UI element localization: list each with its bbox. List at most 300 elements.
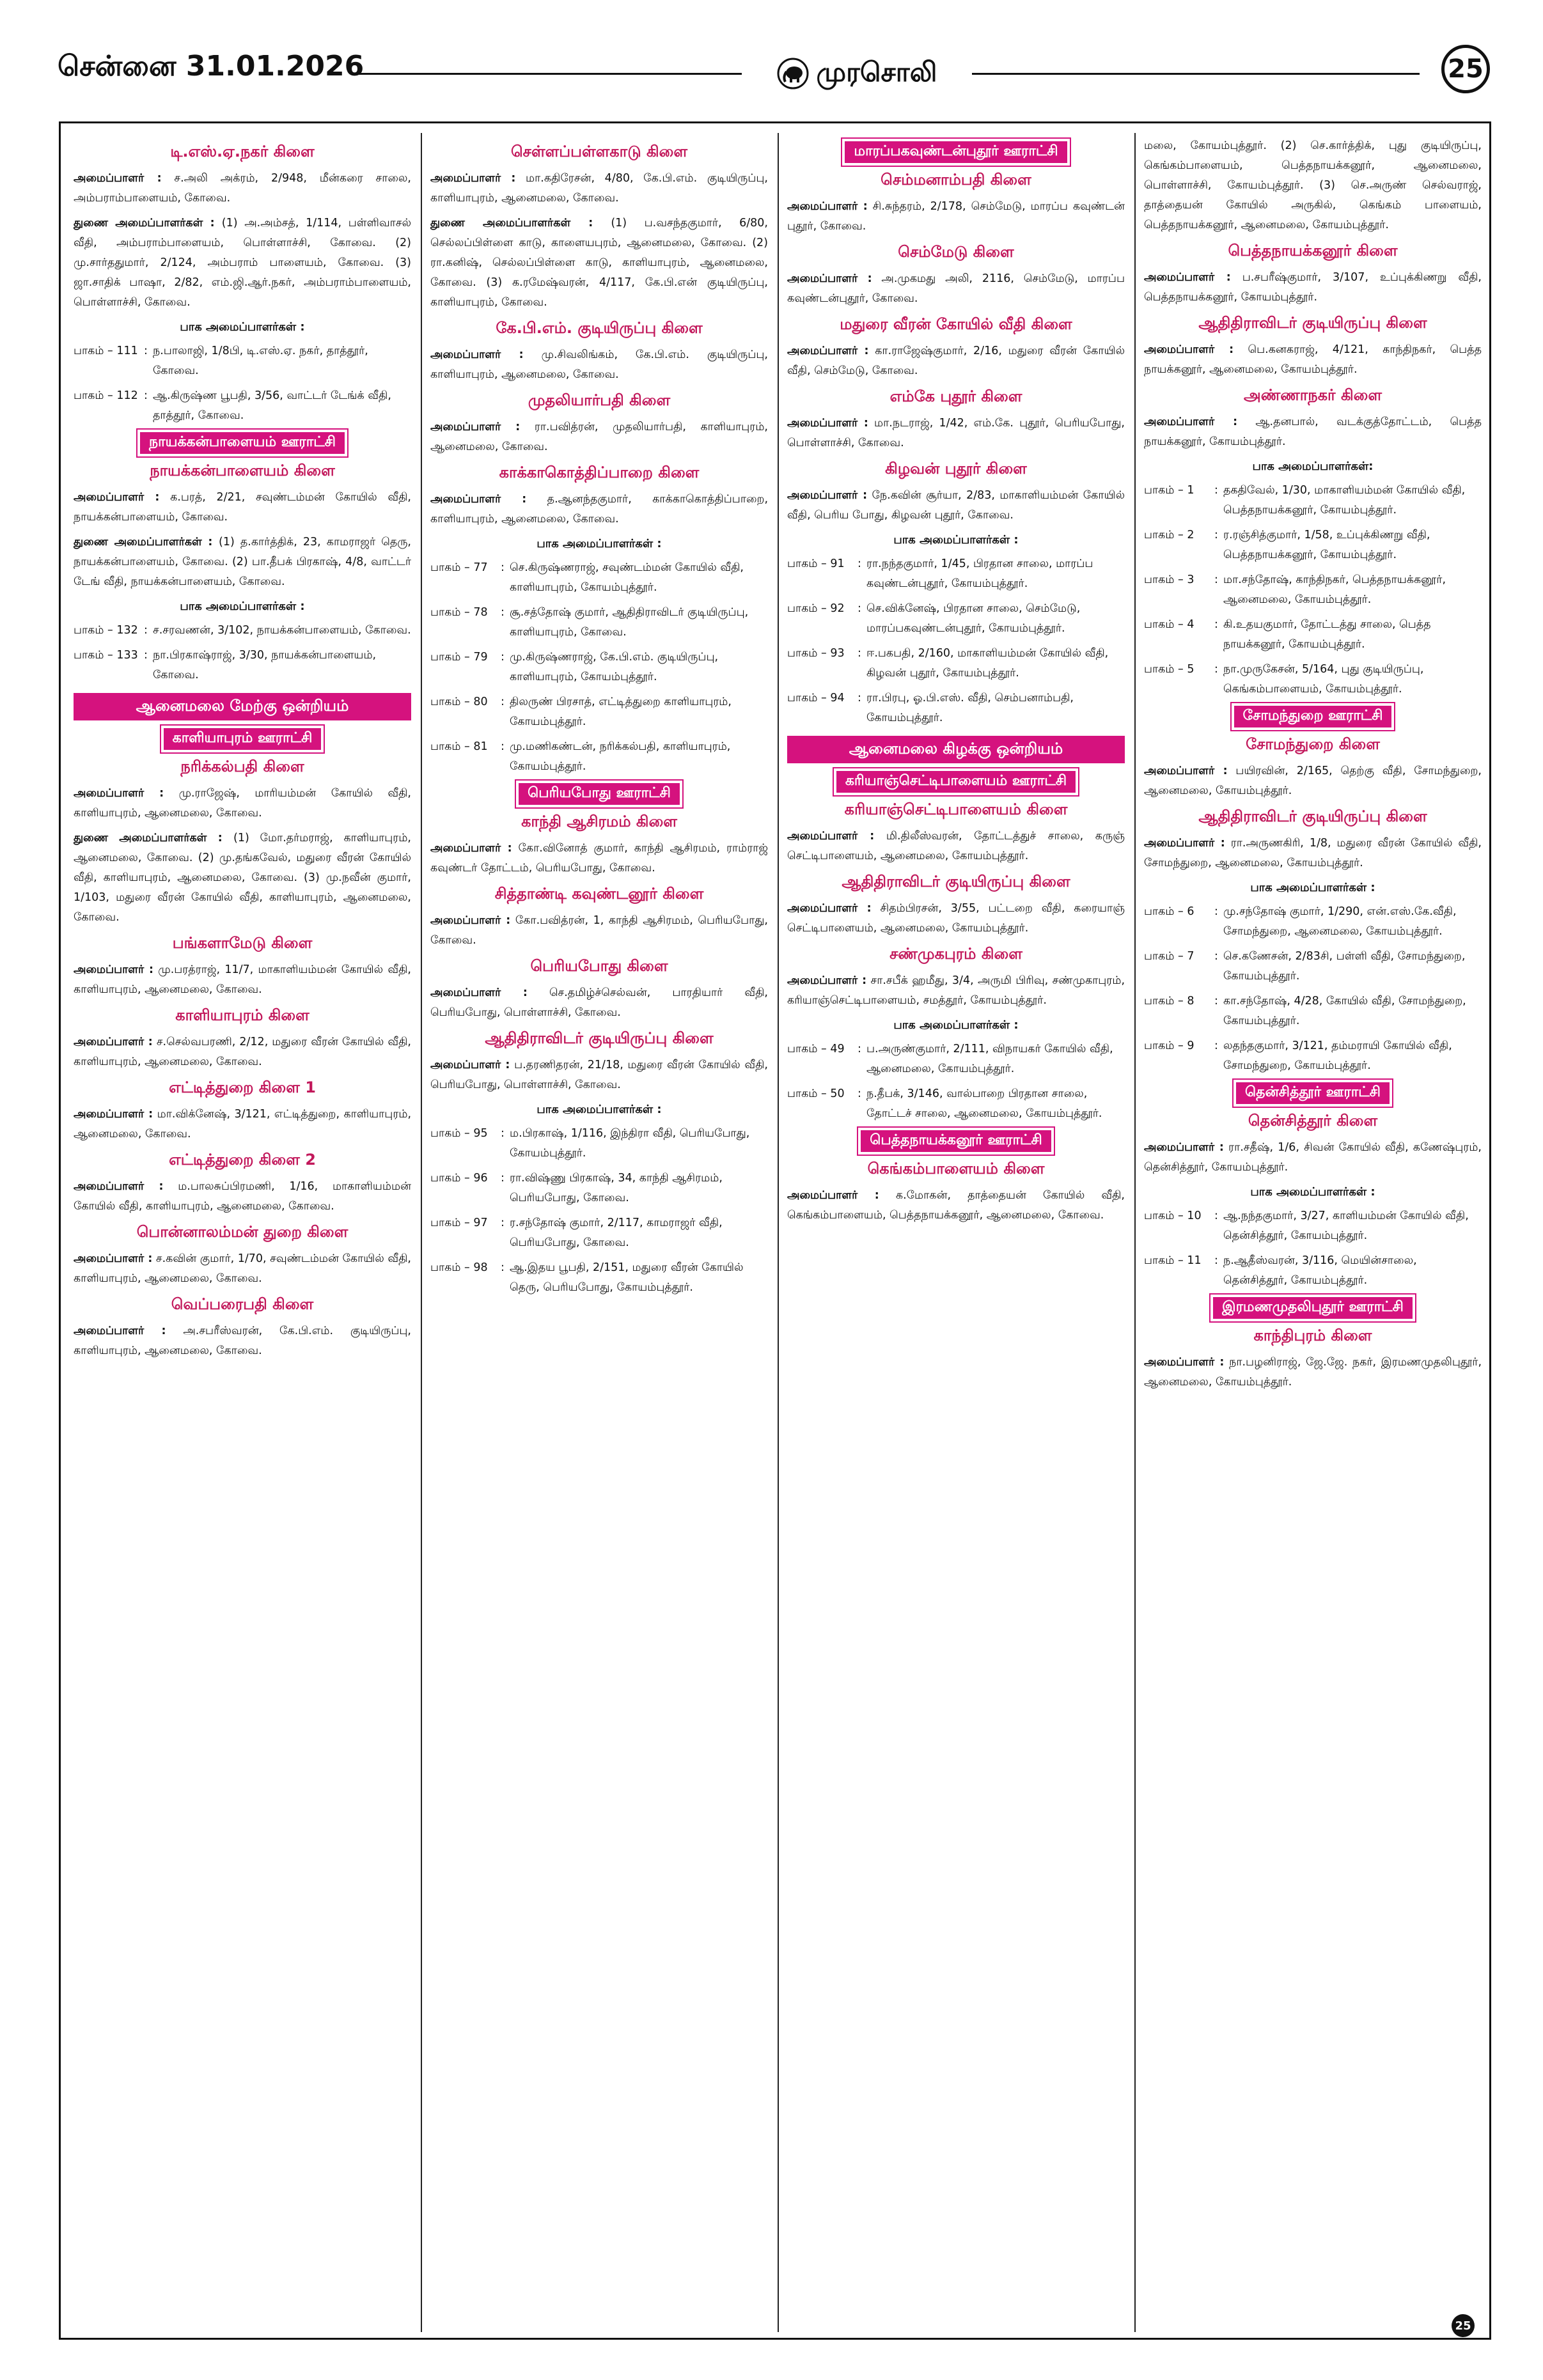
union-banner: ஆனைமலை மேற்கு ஒன்றியம் bbox=[74, 693, 411, 720]
panchayat-banner bbox=[74, 431, 411, 455]
office-bearer-entry bbox=[430, 169, 768, 208]
booth-member: ரா.நந்தகுமார், 1/45, பிரதான சாலை, மாரப்ப கவுண்டன்புதூர், கோயம்புத்தூர். bbox=[866, 557, 1093, 590]
office-bearer-entry bbox=[430, 983, 768, 1023]
section-heading: சண்முகபுரம் கிளை bbox=[889, 945, 1022, 963]
booth-member: ர.சந்தோஷ் குமார், 2/117, காமராஜர் வீதி, பெரியபோது, கோவை. bbox=[510, 1217, 723, 1249]
booth-member: ரா.விஷ்ணு பிரகாஷ், 34, காந்தி ஆசிரமம், பெரியபோது, கோவை. bbox=[510, 1172, 723, 1204]
section-heading: கரியாஞ்செட்டிபாளையம் கிளை bbox=[844, 800, 1068, 818]
section-heading: செள்ளப்பள்ளகாடு கிளை bbox=[510, 143, 687, 160]
office-bearer-entry bbox=[74, 488, 411, 527]
booth-row bbox=[430, 558, 768, 598]
booth-row bbox=[74, 386, 411, 426]
booth-colon: : bbox=[501, 740, 505, 753]
role-label: அமைப்பாளர் : bbox=[787, 272, 872, 285]
office-bearer-entry bbox=[74, 1321, 411, 1361]
booth-colon: : bbox=[1214, 905, 1218, 918]
entry-text: ப.தரணிதரன், 21/18, மதுரை வீரன் கோயில் வீதி, பெரியபோது, பொள்ளாச்சி, கோவை. bbox=[430, 1059, 768, 1091]
booth-row bbox=[1144, 615, 1482, 655]
entry-text: மு.சிவலிங்கம், கே.பி.எம். குடியிருப்பு, காளியாபுரம், ஆனைமலை, கோவை. bbox=[430, 348, 768, 381]
booth-member: ப.அருண்குமார், 2/111, விநாயகர் கோயில் வீதி, ஆனைமலை, கோயம்புத்தூர். bbox=[866, 1043, 1113, 1075]
panchayat-title: பெத்தநாயக்கனூர் ஊராட்சி bbox=[859, 1129, 1053, 1153]
booth-row bbox=[430, 1258, 768, 1298]
masthead bbox=[58, 45, 1490, 102]
panchayat-title: கரியாஞ்செட்டிபாளையம் ஊராட்சி bbox=[835, 770, 1077, 794]
sub-heading: பாக அமைப்பாளர்கள் : bbox=[893, 1018, 1019, 1032]
panchayat-banner bbox=[1144, 1296, 1482, 1320]
office-bearer-entry bbox=[787, 971, 1125, 1011]
entry-text: ரா.பவித்ரன், முதலியார்பதி, காளியாபுரம், ஆனைமலை, கோவை. bbox=[430, 421, 768, 453]
entry-text: ரா.சதீஷ், 1/6, சிவன் கோயில் வீதி, கணேஷ்புரம், தென்சித்தூர், கோயம்புத்தூர். bbox=[1144, 1141, 1482, 1174]
booth-number: பாகம் – 50 bbox=[787, 1087, 845, 1100]
booth-member: ச.சரவணன், 3/102, நாயக்கன்பாளையம், கோவை. bbox=[153, 624, 411, 637]
entry-text: அ.சபரீஸ்வரன், கே.பி.எம். குடியிருப்பு, காளியாபுரம், ஆனைமலை, கோவை. bbox=[74, 1325, 411, 1357]
office-bearer-entry bbox=[1144, 761, 1482, 801]
booth-colon: : bbox=[501, 696, 505, 708]
section-heading: எம்கே புதூர் கிளை bbox=[889, 387, 1022, 405]
booth-row bbox=[74, 646, 411, 685]
booth-row bbox=[430, 603, 768, 642]
booth-row bbox=[787, 554, 1125, 594]
booth-number: பாகம் – 92 bbox=[787, 602, 845, 615]
booth-number: பாகம் – 132 bbox=[74, 624, 138, 637]
booth-member: மு.சந்தோஷ் குமார், 1/290, என்.எஸ்.கே.வீதி, சோமந்துறை, ஆனைமலை, கோயம்புத்தூர். bbox=[1223, 905, 1457, 938]
office-bearer-entry bbox=[1144, 136, 1482, 235]
booth-row bbox=[74, 621, 411, 641]
booth-number: பாகம் – 10 bbox=[1144, 1209, 1202, 1222]
booth-member: கா.சந்தோஷ், 4/28, கோயில் வீதி, சோமந்துறை, கோயம்புத்தூர். bbox=[1223, 995, 1466, 1027]
booth-colon: : bbox=[1214, 663, 1218, 676]
office-bearer-entry bbox=[1144, 1353, 1482, 1392]
booth-number: பாகம் – 3 bbox=[1144, 573, 1194, 586]
office-bearer-entry bbox=[430, 1055, 768, 1095]
panchayat-banner bbox=[787, 140, 1125, 164]
role-label: அமைப்பாளர் : bbox=[74, 787, 164, 800]
panchayat-title: இரமணமுதலிபுதூர் ஊராட்சி bbox=[1212, 1296, 1414, 1320]
booth-row bbox=[430, 1124, 768, 1163]
panchayat-title: சோமந்துறை ஊராட்சி bbox=[1233, 704, 1393, 729]
office-bearer-entry bbox=[787, 414, 1125, 453]
office-bearer-entry bbox=[787, 827, 1125, 866]
entry-text: கா.ராஜேஷ்குமார், 2/16, மதுரை வீரன் கோயில் வீதி, செம்மேடு, கோவை. bbox=[787, 345, 1125, 377]
booth-number: பாகம் – 97 bbox=[430, 1217, 488, 1229]
issue-date: சென்னை 31.01.2026 bbox=[58, 50, 364, 82]
office-bearer-entry bbox=[74, 533, 411, 592]
booth-colon: : bbox=[501, 1127, 505, 1140]
booth-member: செ.கிருஷ்ணராஜ், சவுண்டம்மன் கோயில் வீதி, காளியாபுரம், கோயம்புத்தூர். bbox=[510, 561, 744, 594]
booth-row bbox=[430, 648, 768, 687]
sub-heading: பாக அமைப்பாளர்கள் : bbox=[537, 1103, 662, 1116]
entry-text: க.பரத், 2/21, சவுண்டம்மன் கோயில் வீதி, நாயக்கன்பாளையம், கோவை. bbox=[74, 491, 411, 524]
booth-member: கி.உதயகுமார், தோட்டத்து சாலை, பெத்த நாயக்கனூர், கோயம்புத்தூர். bbox=[1223, 618, 1431, 651]
panchayat-title: நாயக்கன்பாளையம் ஊராட்சி bbox=[139, 431, 346, 455]
booth-number: பாகம் – 81 bbox=[430, 740, 488, 753]
role-label: துணை அமைப்பாளர்கள் : bbox=[74, 536, 219, 548]
office-bearer-entry bbox=[74, 169, 411, 208]
office-bearer-entry bbox=[1144, 412, 1482, 452]
office-bearer-entry bbox=[74, 784, 411, 823]
office-bearer-entry bbox=[787, 1186, 1125, 1225]
role-label: அமைப்பாளர் : bbox=[430, 986, 528, 999]
booth-member: நா.பிரகாஷ்ராஜ், 3/30, நாயக்கன்பாளையம், கோவை. bbox=[153, 649, 377, 681]
booth-colon: : bbox=[144, 345, 148, 357]
masthead-rule-left bbox=[358, 73, 742, 75]
booth-member: ம.பிரகாஷ், 1/116, இந்திரா வீதி, பெரியபோது, கோயம்புத்தூர். bbox=[510, 1127, 750, 1160]
role-label: அமைப்பாளர் : bbox=[1144, 837, 1225, 850]
booth-member: ஈ.பகபதி, 2/160, மாகாளியம்மன் கோயில் வீதி, கிழவன் புதூர், கோயம்புத்தூர். bbox=[866, 647, 1109, 680]
booth-member: ரா.பிரபு, ஓ.பி.எஸ். வீதி, செம்பனாம்பதி, கோயம்புத்தூர். bbox=[866, 692, 1074, 724]
booth-number: பாகம் – 93 bbox=[787, 647, 845, 660]
sub-heading: பாக அமைப்பாளர்கள் : bbox=[537, 537, 662, 550]
section-heading: முதலியார்பதி கிளை bbox=[528, 391, 671, 409]
booth-row bbox=[1144, 947, 1482, 986]
elephant-icon bbox=[777, 58, 809, 89]
role-label: அமைப்பாளர் : bbox=[74, 1325, 166, 1337]
booth-member: மு.மணிகண்டன், நரிக்கல்பதி, காளியாபுரம், கோயம்புத்தூர். bbox=[510, 740, 731, 773]
entry-text: (1) ப.வசந்தகுமார், 6/80, செல்லப்பிள்ளை காடு, காளையபுரம், ஆனைமலை, கோவை. (2) ரா.கனிஷ், செல்லப்பிள்ளை காடு, காளியாபுரம், ஆனைமலை, கோவை. (3) க.ரமேஷ்வரன், 4/117, கே.பி.என் குடியிருப்பு, காளியாபுரம், கோவை. bbox=[430, 217, 768, 309]
booth-member: லதந்தகுமார், 3/121, தம்மராயி கோயில் வீதி, சோமந்துறை, கோயம்புத்தூர். bbox=[1223, 1039, 1452, 1072]
booth-colon: : bbox=[1214, 1254, 1218, 1267]
role-label: அமைப்பாளர் : bbox=[1144, 1356, 1225, 1369]
office-bearer-entry bbox=[430, 345, 768, 385]
booth-number: பாகம் – 80 bbox=[430, 696, 488, 708]
booth-colon: : bbox=[501, 561, 505, 574]
office-bearer-entry bbox=[430, 911, 768, 951]
column-divider bbox=[421, 133, 422, 2332]
office-bearer-entry bbox=[1144, 340, 1482, 380]
role-label: அமைப்பாளர் : bbox=[787, 902, 872, 915]
role-label: அமைப்பாளர் : bbox=[74, 963, 154, 976]
booth-row bbox=[1144, 1251, 1482, 1291]
section-heading: எட்டித்துறை கிளை 1 bbox=[169, 1078, 316, 1096]
office-bearer-entry bbox=[787, 197, 1125, 237]
role-label: அமைப்பாளர் : bbox=[787, 345, 869, 357]
section-heading: தென்சித்தூர் கிளை bbox=[1248, 1112, 1378, 1130]
section-heading: காளியாபுரம் கிளை bbox=[175, 1006, 309, 1024]
office-bearer-entry bbox=[787, 269, 1125, 309]
entry-text: மு.ராஜேஷ், மாரியம்மன் கோயில் வீதி, காளியாபுரம், ஆனைமலை, கோவை. bbox=[74, 787, 411, 820]
booth-number: பாகம் – 1 bbox=[1144, 484, 1194, 497]
booth-row bbox=[1144, 902, 1482, 942]
panchayat-banner bbox=[787, 770, 1125, 794]
entry-text: கோ.வினோத் குமார், காந்தி ஆசிரமம், ராம்ராஜ் கவுண்டர் தோட்டம், பெரியபோது, கோவை. bbox=[430, 842, 768, 875]
booth-colon: : bbox=[858, 647, 861, 660]
booth-row bbox=[787, 599, 1125, 639]
booth-number: பாகம் – 6 bbox=[1144, 905, 1194, 918]
entry-text: (1) த.கார்த்திக், 23, காமராஜர் தெரு, நாயக்கன்பாளையம், கோவை. (2) பா.தீபக் பிரகாஷ், 4/8, வாட்டர் டேங் வீதி, நாயக்கன்பாளையம், கோவை. bbox=[74, 536, 411, 588]
entry-text: (1) அ.அம்சத், 1/114, பள்ளிவாசல் வீதி, அம்பராம்பாளையம், பொள்ளாச்சி, கோவை. (2) மு.சார்ததுமார், 2/124, அம்பராம் பாளையம், கோவை. (3) ஜா.சாதிக் பாஷா, 2/82, எம்.ஜி.ஆர்.நகர், அம்பராம்பாளையம், பொள்ளாச்சி, கோவை. bbox=[74, 217, 411, 309]
content-frame bbox=[59, 121, 1491, 2340]
office-bearer-entry bbox=[74, 1105, 411, 1144]
booth-member: ஆ.கிருஷ்ண பூபதி, 3/56, வாட்டர் டேங்க் வீதி, தாத்தூர், கோவை. bbox=[153, 389, 391, 422]
newspaper-logo bbox=[748, 45, 966, 102]
booth-colon: : bbox=[1214, 1209, 1218, 1222]
office-bearer-entry bbox=[74, 960, 411, 1000]
section-heading: செம்மேடு கிளை bbox=[898, 243, 1014, 261]
booth-member: சூ.சத்தோஷ் குமார், ஆதிதிராவிடர் குடியிருப்பு, காளியாபுரம், கோவை. bbox=[510, 606, 749, 639]
role-label: அமைப்பாளர் : bbox=[74, 172, 162, 185]
sub-heading: பாக அமைப்பாளர்கள் : bbox=[180, 600, 305, 613]
booth-colon: : bbox=[1214, 529, 1218, 541]
section-heading: ஆதிதிராவிடர் குடியிருப்பு கிளை bbox=[1198, 807, 1427, 825]
office-bearer-entry bbox=[787, 341, 1125, 381]
office-bearer-entry bbox=[74, 1032, 411, 1072]
booth-colon: : bbox=[858, 1087, 861, 1100]
booth-number: பாகம் – 91 bbox=[787, 557, 845, 570]
role-label: அமைப்பாளர் : bbox=[430, 348, 524, 361]
booth-member: செ.விக்னேஷ், பிரதான சாலை, செம்மேடு, மாரப்பகவுண்டன்புதூர், கோயம்புத்தூர். bbox=[866, 602, 1081, 635]
booth-row bbox=[1144, 570, 1482, 610]
section-heading: ஆதிதிராவிடர் குடியிருப்பு கிளை bbox=[842, 873, 1070, 891]
panchayat-banner bbox=[1144, 704, 1482, 729]
booth-colon: : bbox=[858, 557, 861, 570]
office-bearer-entry bbox=[430, 417, 768, 457]
role-label: துணை அமைப்பாளர்கள் : bbox=[74, 832, 234, 844]
booth-member: திலருண் பிரசாத், எட்டித்துறை காளியாபுரம், கோயம்புத்தூர். bbox=[510, 696, 732, 728]
booth-member: ர.ரஞ்சித்குமார், 1/58, உப்புக்கிணறு வீதி, பெத்தநாயக்கனூர், கோயம்புத்தூர். bbox=[1223, 529, 1430, 561]
booth-member: ந.ஆதீஸ்வரன், 3/116, மெயின்சாலை, தென்சித்தூர், கோயம்புத்தூர். bbox=[1223, 1254, 1417, 1287]
entry-text: சி.சுந்தரம், 2/178, செம்மேடு, மாரப்ப கவுண்டன் புதூர், கோவை. bbox=[787, 200, 1125, 233]
role-label: அமைப்பாளர் : bbox=[787, 830, 875, 843]
sub-heading: பாக அமைப்பாளர்கள்: bbox=[1252, 460, 1374, 473]
newspaper-name: முரசொலி bbox=[816, 56, 937, 88]
panchayat-title: காளியாபுரம் ஊராட்சி bbox=[162, 727, 323, 751]
column-2 bbox=[430, 136, 768, 2322]
role-label: அமைப்பாளர் : bbox=[74, 1108, 153, 1121]
entry-text: நே.கவின் சூர்யா, 2/83, மாகாளியம்மன் கோயில் வீதி, பெரிய போது, கிழவன் புதூர், கோவை. bbox=[787, 489, 1125, 522]
booth-number: பாகம் – 7 bbox=[1144, 950, 1194, 963]
sub-heading: பாக அமைப்பாளர்கள் : bbox=[1250, 881, 1375, 894]
role-label: அமைப்பாளர் : bbox=[1144, 1141, 1224, 1154]
role-label: அமைப்பாளர் : bbox=[430, 493, 527, 506]
section-heading: நரிக்கல்பதி கிளை bbox=[180, 758, 304, 775]
section-heading: வெப்பரைபதி கிளை bbox=[171, 1295, 314, 1313]
entry-text: அ.முகமது அலி, 2116, செம்மேடு, மாரப்ப கவுண்டன்புதூர், கோவை. bbox=[787, 272, 1125, 305]
union-banner: ஆனைமலை கிழக்கு ஒன்றியம் bbox=[787, 736, 1125, 763]
booth-row bbox=[787, 1039, 1125, 1079]
section-heading: சித்தாண்டி கவுண்டனூர் கிளை bbox=[494, 885, 704, 903]
role-label: அமைப்பாளர் : bbox=[787, 1189, 879, 1202]
booth-number: பாகம் – 96 bbox=[430, 1172, 488, 1185]
office-bearer-entry bbox=[74, 1177, 411, 1217]
column-divider bbox=[778, 133, 779, 2332]
section-heading: பெரியபோது கிளை bbox=[530, 957, 668, 975]
booth-colon: : bbox=[144, 649, 148, 662]
section-heading: நாயக்கன்பாளையம் கிளை bbox=[150, 462, 335, 479]
entry-text: க.மோகன், தாத்தையன் கோயில் வீதி, கெங்கம்பாளையம், பெத்தநாயக்கனூர், ஆனைமலை, கோவை. bbox=[787, 1189, 1125, 1222]
booth-colon: : bbox=[1214, 950, 1218, 963]
booth-colon: : bbox=[858, 692, 861, 704]
entry-text: சா.சபீக் ஹமீது, 3/4, அருமி பிரிவு, சண்முகாபுரம், கரியாஞ்செட்டிபாளையம், சமத்தூர், கோயம்புத்தூர். bbox=[787, 974, 1125, 1007]
booth-number: பாகம் – 2 bbox=[1144, 529, 1194, 541]
section-heading: காந்திபுரம் கிளை bbox=[1253, 1326, 1372, 1344]
entry-text: மா.விக்னேஷ், 3/121, எட்டித்துறை, காளியாபுரம், ஆனைமலை, கோவை. bbox=[74, 1108, 411, 1140]
sub-heading: பாக அமைப்பாளர்கள் : bbox=[180, 320, 305, 334]
office-bearer-entry bbox=[74, 1249, 411, 1289]
entry-text: ப.சபரீஷ்குமார், 3/107, உப்புக்கிணறு வீதி, பெத்தநாயக்கனூர், கோயம்புத்தூர். bbox=[1144, 271, 1482, 304]
booth-colon: : bbox=[1214, 1039, 1218, 1052]
entry-text: கோ.பவித்ரன், 1, காந்தி ஆசிரமம், பெரியபோது, கோவை. bbox=[430, 914, 768, 947]
booth-member: ஆ.நந்தகுமார், 3/27, காளியம்மன் கோயில் வீதி, தென்சித்தூர், கோயம்புத்தூர். bbox=[1223, 1209, 1469, 1242]
section-heading: காந்தி ஆசிரமம் கிளை bbox=[521, 813, 677, 830]
entry-text: பெ.கனகராஜ், 4/121, காந்திநகர், பெத்த நாயக்கனூர், ஆனைமலை, கோயம்புத்தூர். bbox=[1144, 343, 1482, 376]
entry-text: சிதம்பிரசன், 3/55, பட்டறை வீதி, கரையாஞ் செட்டிபாளையம், ஆனைமலை, கோயம்புத்தூர். bbox=[787, 902, 1125, 935]
booth-number: பாகம் – 112 bbox=[74, 389, 138, 402]
office-bearer-entry bbox=[787, 486, 1125, 525]
sub-heading: பாக அமைப்பாளர்கள் : bbox=[1250, 1185, 1375, 1199]
booth-row bbox=[1144, 660, 1482, 699]
booth-row bbox=[1144, 1206, 1482, 1246]
booth-colon: : bbox=[1214, 995, 1218, 1007]
booth-colon: : bbox=[501, 1261, 505, 1274]
booth-row bbox=[430, 1169, 768, 1208]
office-bearer-entry bbox=[1144, 268, 1482, 307]
booth-number: பாகம் – 11 bbox=[1144, 1254, 1202, 1267]
entry-text: மி.திலீஸ்வரன், தோட்டத்துச் சாலை, கருஞ் செட்டிபாளையம், ஆனைமலை, கோயம்புத்தூர். bbox=[787, 830, 1125, 862]
role-label: அமைப்பாளர் : bbox=[1144, 271, 1231, 284]
section-heading: காக்காகொத்திப்பாறை கிளை bbox=[499, 463, 700, 481]
booth-row bbox=[1144, 481, 1482, 520]
role-label: அமைப்பாளர் : bbox=[787, 200, 868, 213]
role-label: அமைப்பாளர் : bbox=[74, 1180, 164, 1193]
booth-member: ந.பாலாஜி, 1/8பி, டி.எஸ்.ஏ. நகர், தாத்தூர், கோவை. bbox=[153, 345, 368, 377]
booth-member: ந.தீபக், 3/146, வால்பாறை பிரதான சாலை, தோட்டச் சாலை, ஆனைமலை, கோயம்புத்தூர். bbox=[866, 1087, 1102, 1120]
panchayat-title: மாரப்பகவுண்டன்புதூர் ஊராட்சி bbox=[843, 140, 1068, 164]
role-label: துணை அமைப்பாளர்கள் : bbox=[74, 217, 222, 229]
panchayat-title: தென்சித்தூர் ஊராட்சி bbox=[1235, 1081, 1391, 1105]
booth-colon: : bbox=[1214, 484, 1218, 497]
role-label: அமைப்பாளர் : bbox=[430, 1059, 510, 1071]
entry-text: பயிரவின், 2/165, தெற்கு வீதி, சோமந்துறை, ஆனைமலை, கோயம்புத்தூர். bbox=[1144, 765, 1482, 797]
section-heading: எட்டித்துறை கிளை 2 bbox=[169, 1151, 316, 1169]
office-bearer-entry bbox=[74, 828, 411, 928]
booth-row bbox=[787, 688, 1125, 728]
column-1 bbox=[74, 136, 411, 2322]
role-label: அமைப்பாளர் : bbox=[430, 842, 512, 855]
booth-member: மா.சந்தோஷ், காந்திநகர், பெத்தநாயக்கனூர், ஆனைமலை, கோயம்புத்தூர். bbox=[1223, 573, 1446, 606]
booth-colon: : bbox=[1214, 573, 1218, 586]
entry-text: நா.பழனிராஜ், ஜே.ஜே. நகர், இரமணமுதலிபுதூர், ஆனைமலை, கோயம்புத்தூர். bbox=[1144, 1356, 1482, 1388]
section-heading: பொன்னாலம்மன் துறை கிளை bbox=[136, 1223, 349, 1241]
booth-number: பாகம் – 5 bbox=[1144, 663, 1194, 676]
office-bearer-entry bbox=[787, 899, 1125, 938]
booth-number: பாகம் – 133 bbox=[74, 649, 138, 662]
booth-colon: : bbox=[501, 651, 505, 664]
booth-row bbox=[74, 341, 411, 381]
panchayat-banner bbox=[1144, 1081, 1482, 1105]
section-heading: டி.எஸ்.ஏ.நகர் கிளை bbox=[170, 143, 315, 160]
booth-row bbox=[430, 737, 768, 777]
booth-member: ஆ.இதய பூபதி, 2/151, மதுரை வீரன் கோயில் தெரு, பெரியபோது, கோயம்புத்தூர். bbox=[510, 1261, 744, 1294]
role-label: அமைப்பாளர் : bbox=[787, 974, 867, 987]
entry-text: மா.நடராஜ், 1/42, எம்.கே. புதூர், பெரியபோது, பொள்ளாச்சி, கோவை. bbox=[787, 417, 1125, 449]
booth-row bbox=[787, 644, 1125, 683]
masthead-rule-right bbox=[972, 73, 1420, 75]
booth-number: பாகம் – 94 bbox=[787, 692, 845, 704]
booth-colon: : bbox=[501, 606, 505, 619]
booth-number: பாகம் – 78 bbox=[430, 606, 488, 619]
booth-number: பாகம் – 98 bbox=[430, 1261, 488, 1274]
section-heading: கே.பி.எம். குடியிருப்பு கிளை bbox=[496, 319, 703, 337]
sub-heading: பாக அமைப்பாளர்கள் : bbox=[893, 533, 1019, 547]
booth-colon: : bbox=[144, 389, 148, 402]
column-divider bbox=[1134, 133, 1136, 2332]
section-heading: அண்ணாநகர் கிளை bbox=[1244, 386, 1382, 404]
booth-number: பாகம் – 8 bbox=[1144, 995, 1194, 1007]
booth-row bbox=[1144, 992, 1482, 1031]
panchayat-banner bbox=[74, 727, 411, 751]
role-label: அமைப்பாளர் : bbox=[430, 914, 511, 927]
section-heading: கெங்கம்பாளையம் கிளை bbox=[867, 1160, 1045, 1178]
role-label: அமைப்பாளர் : bbox=[430, 421, 521, 433]
entry-text: ஆ.தனபால், வடக்குத்தோட்டம், பெத்த நாயக்கனூர், கோயம்புத்தூர். bbox=[1144, 416, 1482, 448]
column-3 bbox=[787, 136, 1125, 2322]
booth-number: பாகம் – 9 bbox=[1144, 1039, 1194, 1052]
entry-text: ம.பாலசுப்பிரமணி, 1/16, மாகாளியம்மன் கோயில் வீதி, காளியாபுரம், ஆனைமலை, கோவை. bbox=[74, 1180, 411, 1213]
section-heading: சோமந்துறை கிளை bbox=[1246, 735, 1380, 753]
role-label: அமைப்பாளர் : bbox=[430, 172, 516, 185]
entry-text: ரா.அருணகிரி, 1/8, மதுரை வீரன் கோயில் வீதி, சோமந்துறை, ஆனைமலை, கோயம்புத்தூர். bbox=[1144, 837, 1482, 869]
booth-member: மு.கிருஷ்ணராஜ், கே.பி.எம். குடியிருப்பு, காளியாபுரம், கோயம்புத்தூர். bbox=[510, 651, 719, 683]
booth-colon: : bbox=[858, 602, 861, 615]
booth-number: பாகம் – 111 bbox=[74, 345, 138, 357]
booth-number: பாகம் – 79 bbox=[430, 651, 488, 664]
booth-member: செ.கணேசன், 2/83சி, பள்ளி வீதி, சோமந்துறை, கோயம்புத்தூர். bbox=[1223, 950, 1466, 983]
office-bearer-entry bbox=[1144, 834, 1482, 873]
role-label: அமைப்பாளர் : bbox=[787, 417, 868, 430]
section-heading: பங்களாமேடு கிளை bbox=[172, 934, 313, 952]
entry-text: மு.பரத்ராஜ், 11/7, மாகாளியம்மன் கோயில் வீதி, காளியாபுரம், ஆனைமலை, கோவை. bbox=[74, 963, 411, 996]
role-label: அமைப்பாளர் : bbox=[1144, 343, 1234, 356]
booth-row bbox=[1144, 525, 1482, 565]
panchayat-banner bbox=[787, 1129, 1125, 1153]
section-heading: பெத்தநாயக்கனூர் கிளை bbox=[1228, 242, 1398, 260]
role-label: அமைப்பாளர் : bbox=[74, 1036, 153, 1048]
panchayat-banner bbox=[430, 782, 768, 806]
booth-member: நா.முருகேசன், 5/164, புது குடியிருப்பு, கெங்கம்பாளையம், கோயம்புத்தூர். bbox=[1223, 663, 1424, 696]
entry-text: செ.தமிழ்ச்செல்வன், பாரதியார் வீதி, பெரியபோது, பொள்ளாச்சி, கோவை. bbox=[430, 986, 768, 1019]
booth-row bbox=[787, 1084, 1125, 1124]
role-label: அமைப்பாளர் : bbox=[1144, 765, 1228, 777]
section-heading: கிழவன் புதூர் கிளை bbox=[885, 460, 1027, 478]
section-heading: ஆதிதிராவிடர் குடியிருப்பு கிளை bbox=[1198, 314, 1427, 332]
footer-page-number: 25 bbox=[1452, 2314, 1475, 2337]
office-bearer-entry bbox=[430, 490, 768, 529]
booth-member: தகதிவேல், 1/30, மாகாளியம்மன் கோயில் வீதி, பெத்தநாயக்கனூர், கோயம்புத்தூர். bbox=[1223, 484, 1466, 517]
booth-colon: : bbox=[858, 1043, 861, 1055]
booth-row bbox=[430, 1213, 768, 1253]
booth-row bbox=[1144, 1036, 1482, 1076]
entry-text: ச.அலி அக்ரம், 2/948, மீன்கரை சாலை, அம்பராம்பாளையம், கோவை. bbox=[74, 172, 411, 205]
entry-text: மலை, கோயம்புத்தூர். (2) செ.கார்த்திக், புது குடியிருப்பு, கெங்கம்பாளையம், பெத்தநாயக்கனூர், ஆனைமலை, பொள்ளாச்சி, கோயம்புத்தூர். (3) செ.அருண் செல்வராஜ், தாத்தையன் கோயில் அருகில், கெங்கம் பாளையம், பெத்தநாயக்கனூர், ஆனைமலை, கோயம்புத்தூர். bbox=[1144, 139, 1482, 231]
booth-colon: : bbox=[501, 1217, 505, 1229]
section-heading: மதுரை வீரன் கோயில் வீதி கிளை bbox=[840, 315, 1072, 333]
entry-text: (1) மோ.தர்மராஜ், காளியாபுரம், ஆனைமலை, கோவை. (2) மு.தங்கவேல், மதுரை வீரன் கோயில் வீதி, காளியாபுரம், ஆனைமலை, கோவை. (3) மு.நவீன் குமார், 1/103, மதுரை வீரன் கோயில் வீதி, காளியாபுரம், ஆனைமலை, கோவை. bbox=[74, 832, 411, 924]
section-heading: செம்மனாம்பதி கிளை bbox=[881, 171, 1031, 189]
office-bearer-entry bbox=[430, 839, 768, 878]
entry-text: மா.கதிரேசன், 4/80, கே.பி.எம். குடியிருப்பு, காளியாபுரம், ஆனைமலை, கோவை. bbox=[430, 172, 768, 205]
role-label: துணை அமைப்பாளர்கள் : bbox=[430, 217, 611, 229]
booth-number: பாகம் – 77 bbox=[430, 561, 488, 574]
column-4 bbox=[1144, 136, 1482, 2322]
office-bearer-entry bbox=[74, 214, 411, 313]
booth-number: பாகம் – 49 bbox=[787, 1043, 845, 1055]
office-bearer-entry bbox=[1144, 1138, 1482, 1178]
booth-colon: : bbox=[501, 1172, 505, 1185]
booth-row bbox=[430, 692, 768, 732]
entry-text: த.ஆனந்தகுமார், காக்காகொத்திப்பாறை, காளியாபுரம், ஆனைமலை, கோவை. bbox=[430, 493, 768, 525]
role-label: அமைப்பாளர் : bbox=[74, 1252, 153, 1265]
entry-text: ச.செல்வபரணி, 2/12, மதுரை வீரன் கோயில் வீதி, காளியாபுரம், ஆனைமலை, கோவை. bbox=[74, 1036, 411, 1068]
